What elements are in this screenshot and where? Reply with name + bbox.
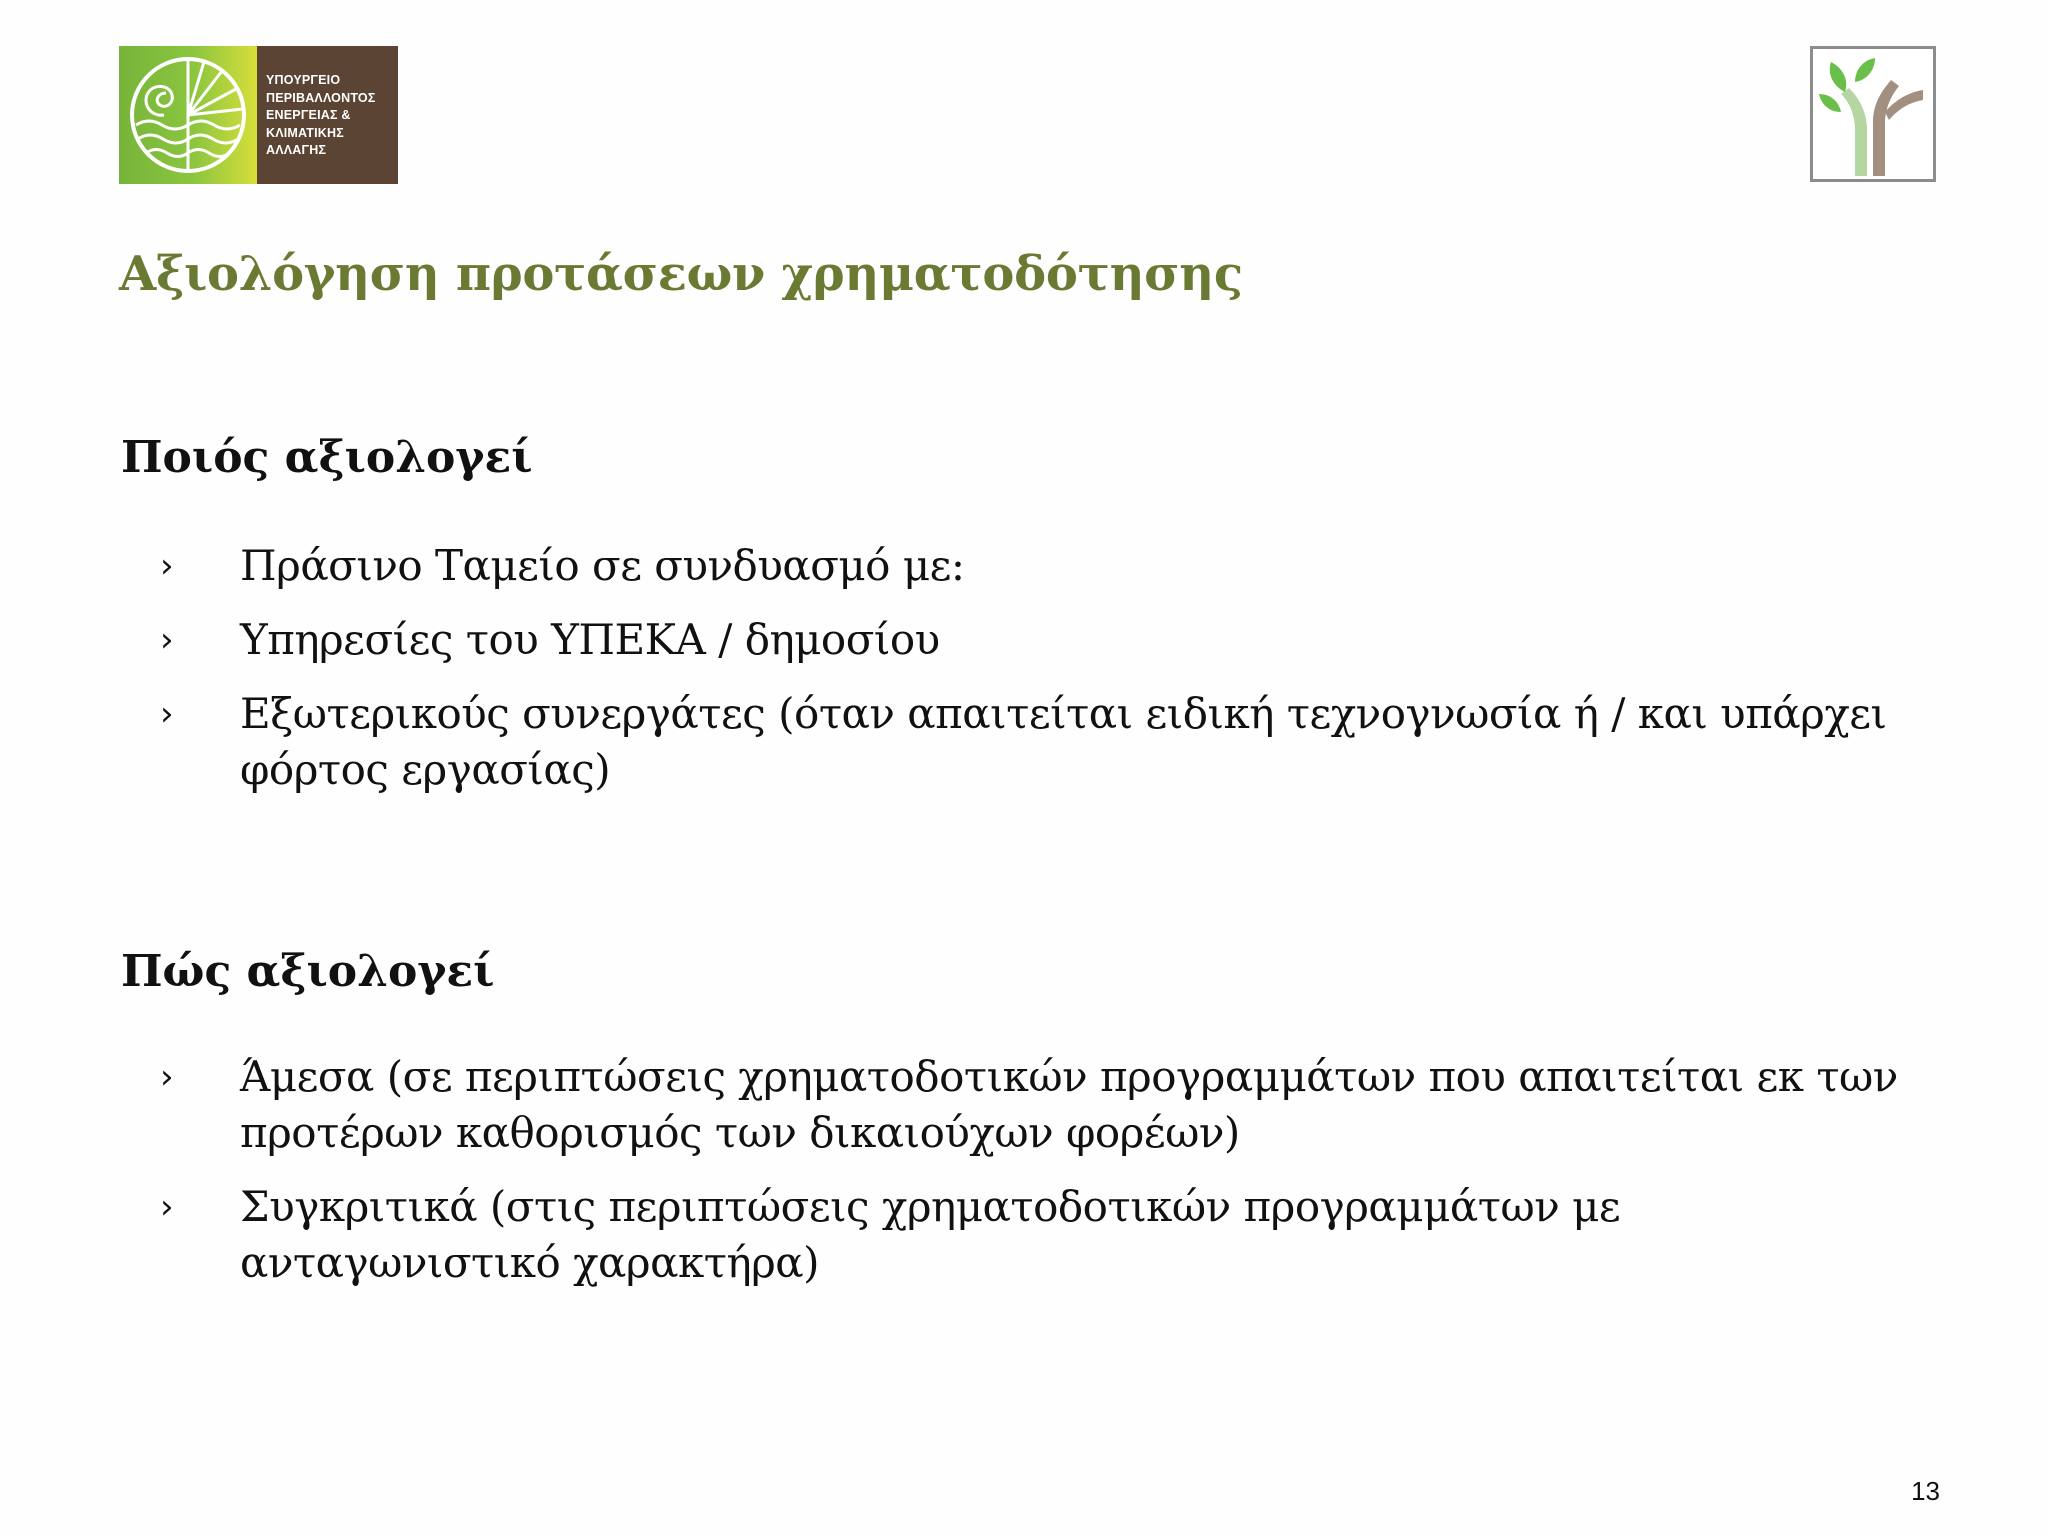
ministry-name-line: ΕΝΕΡΓΕΙΑΣ & (266, 108, 351, 122)
bullet-text: Πράσινο Ταμείο σε συνδυασμό με: (240, 541, 965, 590)
section-heading-how: Πώς αξιολογεί (121, 946, 495, 997)
ministry-name-line: ΑΛΛΑΓΗΣ (266, 143, 327, 157)
ministry-name-line: ΠΕΡΙΒΑΛΛΟΝΤΟΣ (266, 90, 376, 105)
slide-title: Αξιολόγηση προτάσεων χρηματοδότησης (119, 246, 1243, 302)
ministry-logo (119, 46, 398, 184)
bullet-text: Εξωτερικούς συνεργάτες (όταν απαιτείται ειδική τεχνογνωσία ή / και υπάρχει φόρτος εργασίας) (240, 689, 1887, 794)
list-item (160, 686, 1920, 798)
ministry-name-line: ΚΛΙΜΑΤΙΚΗΣ (266, 125, 344, 140)
sun-wave-emblem-icon (119, 46, 257, 184)
ministry-name-line: ΥΠΟΥΡΓΕΙΟ (266, 73, 341, 87)
list-item (160, 538, 1920, 594)
list-item (160, 1179, 1920, 1291)
bullet-marker: › (160, 1057, 174, 1097)
bullet-marker: › (160, 620, 174, 660)
bullet-text: Άμεσα (σε περιπτώσεις χρηματοδοτικών προγραμμάτων που απαιτείται εκ των προτέρων καθορισμός των δικαιούχων φορέων) (240, 1052, 1898, 1157)
list-item (160, 1049, 1920, 1161)
bullet-list-who (160, 538, 1920, 816)
bullet-list-how (160, 1049, 1920, 1309)
bullet-text: Υπηρεσίες του ΥΠΕΚΑ / δημοσίου (240, 615, 940, 664)
bullet-text: Συγκριτικά (στις περιπτώσεις χρηματοδοτικών προγραμμάτων με ανταγωνιστικό χαρακτήρα) (240, 1182, 1621, 1287)
tree-sprout-icon (1815, 52, 1931, 176)
bullet-marker: › (160, 546, 174, 586)
ministry-name (257, 46, 398, 184)
bullet-marker: › (160, 1187, 174, 1227)
page-number: 13 (1911, 1476, 1940, 1506)
list-item (160, 612, 1920, 668)
green-fund-logo (1810, 46, 1936, 182)
section-heading-who: Ποιός αξιολογεί (121, 432, 533, 483)
bullet-marker: › (160, 694, 174, 734)
